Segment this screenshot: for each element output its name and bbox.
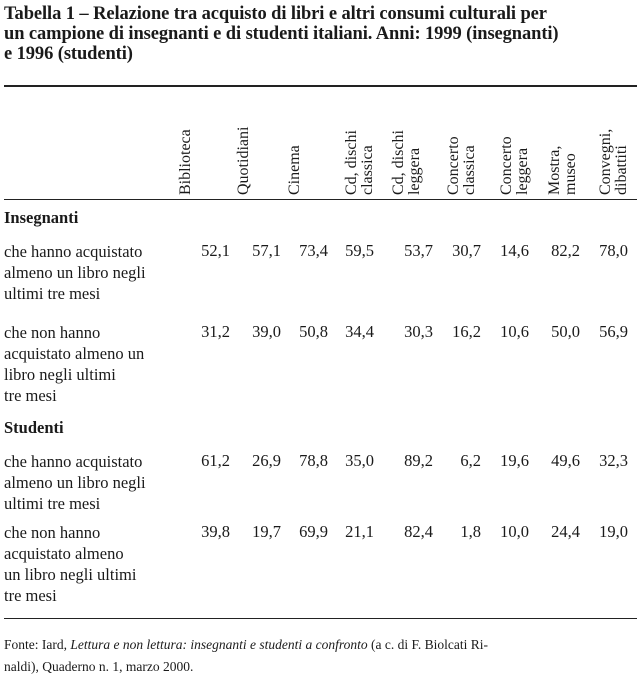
table-cell: 89,2 bbox=[404, 451, 433, 470]
column-header bbox=[499, 136, 531, 195]
table-cell: 73,4 bbox=[299, 241, 328, 260]
column-header bbox=[236, 127, 252, 195]
column-header-line: Convegni, bbox=[597, 128, 614, 195]
column-header-line: Mostra, bbox=[546, 145, 563, 195]
row-label-line: che hanno acquistato bbox=[4, 452, 143, 471]
source-note-line: naldi), Quaderno n. 1, marzo 2000. bbox=[4, 659, 194, 674]
column-header bbox=[287, 145, 303, 195]
table-cell: 82,2 bbox=[551, 241, 580, 260]
table-cell: 39,8 bbox=[201, 522, 230, 541]
column-header-line: Cd, dischi bbox=[343, 130, 360, 195]
row-label bbox=[4, 322, 174, 406]
column-header-line: leggera bbox=[514, 147, 531, 195]
table-cell: 35,0 bbox=[345, 451, 374, 470]
row-label-line: ultimi tre mesi bbox=[4, 284, 101, 303]
table-cell: 56,9 bbox=[599, 322, 628, 341]
row-label-line: tre mesi bbox=[4, 586, 57, 605]
column-header-line: Concerto bbox=[445, 136, 462, 195]
column-header-line: dibattiti bbox=[613, 145, 630, 195]
top-rule bbox=[4, 85, 637, 87]
table-cell: 52,1 bbox=[201, 241, 230, 260]
table-cell: 30,7 bbox=[452, 241, 481, 260]
table-cell: 57,1 bbox=[252, 241, 281, 260]
table-cell: 39,0 bbox=[252, 322, 281, 341]
row-label bbox=[4, 451, 174, 514]
table-cell: 53,7 bbox=[404, 241, 433, 260]
table-cell: 34,4 bbox=[345, 322, 374, 341]
table-title-line: e 1996 (studenti) bbox=[4, 44, 133, 64]
source-note bbox=[4, 634, 636, 678]
row-label-line: un libro negli ultimi bbox=[4, 565, 137, 584]
row-label-line: almeno un libro negli bbox=[4, 263, 146, 282]
table-cell: 1,8 bbox=[460, 522, 481, 541]
source-work-title: Lettura e non lettura: insegnanti e studenti a confronto bbox=[70, 637, 368, 652]
bottom-rule bbox=[4, 618, 637, 619]
table-cell: 59,5 bbox=[345, 241, 374, 260]
row-label-line: che hanno acquistato bbox=[4, 242, 143, 261]
table-cell: 30,3 bbox=[404, 322, 433, 341]
table-cell: 50,0 bbox=[551, 322, 580, 341]
table-cell: 78,0 bbox=[599, 241, 628, 260]
column-header bbox=[391, 130, 423, 195]
table-cell: 50,8 bbox=[299, 322, 328, 341]
table-cell: 21,1 bbox=[345, 522, 374, 541]
section-title: Studenti bbox=[4, 418, 64, 437]
table-title-line: Tabella 1 – Relazione tra acquisto di libri e altri consumi culturali per bbox=[4, 4, 547, 24]
row-label-line: acquistato almeno un bbox=[4, 344, 145, 363]
column-header-line: Quotidiani bbox=[235, 126, 252, 195]
row-label-line: tre mesi bbox=[4, 386, 57, 405]
row-label bbox=[4, 522, 174, 606]
table-cell: 61,2 bbox=[201, 451, 230, 470]
table-cell: 10,6 bbox=[500, 322, 529, 341]
column-header-line: leggera bbox=[406, 147, 423, 195]
row-label-line: almeno un libro negli bbox=[4, 473, 146, 492]
source-suffix: (a c. di F. Biolcati Ri- bbox=[367, 637, 489, 652]
table-cell: 6,2 bbox=[460, 451, 481, 470]
table-cell: 82,4 bbox=[404, 522, 433, 541]
column-header-line: Cd, dischi bbox=[390, 130, 407, 195]
table-cell: 14,6 bbox=[500, 241, 529, 260]
row-label-line: libro negli ultimi bbox=[4, 365, 116, 384]
table-title-line: un campione di insegnanti e di studenti italiani. Anni: 1999 (insegnanti) bbox=[4, 24, 559, 44]
row-label bbox=[4, 241, 174, 304]
table-cell: 26,9 bbox=[252, 451, 281, 470]
column-header-line: classica bbox=[359, 145, 376, 195]
row-label-line: che non hanno bbox=[4, 323, 101, 342]
column-header-line: Cinema bbox=[286, 145, 303, 195]
table-cell: 31,2 bbox=[201, 322, 230, 341]
column-header-line: Biblioteca bbox=[177, 129, 194, 195]
table-cell: 19,0 bbox=[599, 522, 628, 541]
column-header-line: museo bbox=[562, 153, 579, 195]
column-header bbox=[178, 129, 194, 195]
header-rule bbox=[4, 199, 637, 200]
table-cell: 16,2 bbox=[452, 322, 481, 341]
row-label-line: acquistato almeno bbox=[4, 544, 124, 563]
column-header bbox=[547, 146, 579, 195]
column-header bbox=[344, 130, 376, 195]
table-title bbox=[4, 4, 636, 64]
table-cell: 78,8 bbox=[299, 451, 328, 470]
source-note-line bbox=[4, 634, 636, 656]
table-cell: 10,0 bbox=[500, 522, 529, 541]
table-cell: 69,9 bbox=[299, 522, 328, 541]
column-header bbox=[598, 129, 630, 195]
table-cell: 19,7 bbox=[252, 522, 281, 541]
table-cell: 49,6 bbox=[551, 451, 580, 470]
table-cell: 24,4 bbox=[551, 522, 580, 541]
source-prefix: Fonte: Iard, bbox=[4, 637, 71, 652]
row-label-line: ultimi tre mesi bbox=[4, 494, 101, 513]
column-header-line: classica bbox=[461, 145, 478, 195]
table-cell: 32,3 bbox=[599, 451, 628, 470]
table-cell: 19,6 bbox=[500, 451, 529, 470]
section-title: Insegnanti bbox=[4, 208, 79, 227]
column-header bbox=[446, 136, 478, 195]
column-header-line: Concerto bbox=[498, 136, 515, 195]
row-label-line: che non hanno bbox=[4, 523, 101, 542]
